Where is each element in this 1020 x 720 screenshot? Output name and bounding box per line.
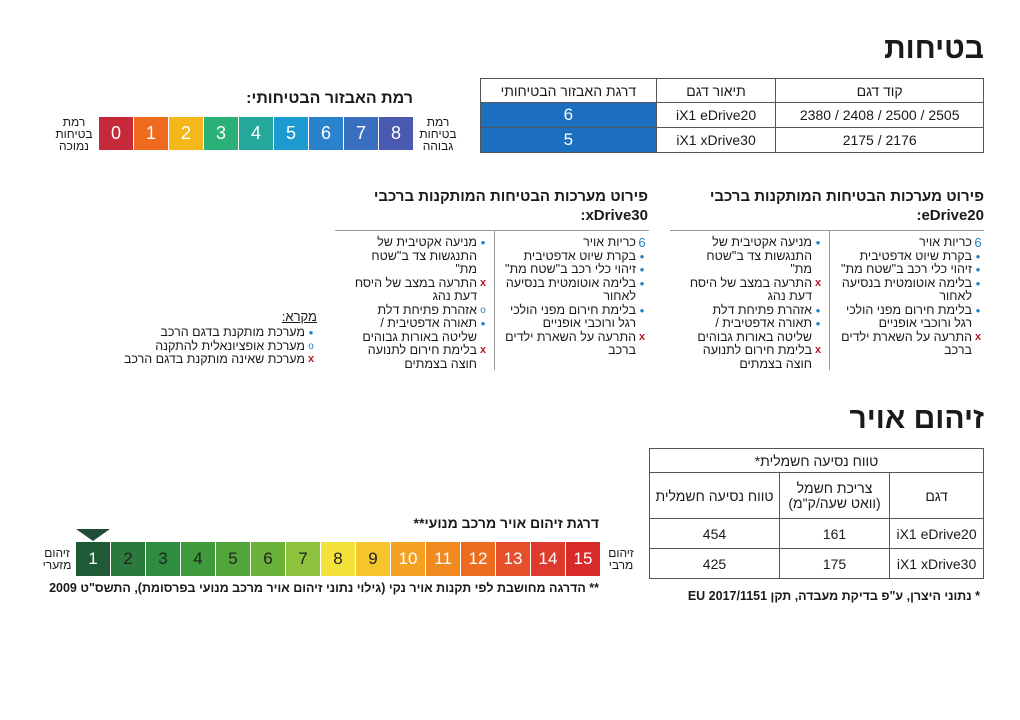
systems-edrive-right-column	[839, 236, 984, 358]
system-label: בלימה אוטומטית בנסיעה לאחור	[841, 275, 972, 303]
system-label: תאורה אדפטיבית / שליטה באורות גבוהים	[362, 316, 477, 344]
model-code-cell: 2380 / 2408 / 2500 / 2505	[776, 103, 984, 128]
pollution-scale-title: דרגת זיהום אויר מרכב מנועי**	[413, 515, 599, 531]
list-item	[684, 277, 824, 304]
list-item	[349, 236, 489, 277]
x-mark-icon: x	[479, 344, 487, 356]
legend-label: מערכת אופציונאלית להתקנה	[155, 338, 305, 353]
system-label: מניעה אקטיבית של התנגשות צד ב"שטח מת"	[371, 235, 477, 276]
pollution-title: זיהום אויר	[849, 402, 984, 435]
dot-mark-icon: •	[480, 316, 486, 331]
pollution-scale-level-12: 12	[461, 542, 496, 576]
safety-scale-level-1: 1	[134, 117, 169, 150]
list-item	[503, 331, 648, 358]
list-item	[684, 344, 824, 371]
pollution-scale-level-7: 7	[286, 542, 321, 576]
system-label: התרעה במצב של היסח דעת נהג	[689, 275, 812, 303]
dot-mark-icon: •	[639, 302, 645, 318]
list-item	[684, 317, 824, 344]
range-header: טווח נסיעה חשמלית*	[650, 449, 984, 473]
safety-scale-level-5: 5	[274, 117, 309, 150]
pollution-scale-note: ** הדרגה מחושבת לפי תקנות אויר נקי (גילוי נתוני זיהום אויר מרכב מנועי בפרסומת), התשס"ט 2009	[49, 581, 599, 595]
system-label: זיהוי כלי רכב ב"שטח מת"	[505, 262, 636, 276]
list-item	[839, 277, 984, 304]
airbag-count: 6	[974, 235, 982, 250]
safety-scale-level-3: 3	[204, 117, 239, 150]
consumption-cell: 161	[779, 519, 889, 549]
list-item	[839, 250, 984, 264]
safety-scale-low-label: רמת בטיחות נמוכה	[55, 115, 93, 153]
list-item	[839, 236, 984, 250]
dot-mark-icon: •	[480, 235, 486, 250]
system-label: התרעה על השארת ילדים ברכב	[841, 329, 972, 357]
pollution-scale	[76, 542, 601, 576]
model-desc-cell: iX1 xDrive30	[656, 128, 776, 153]
pollution-scale-level-13: 13	[496, 542, 531, 576]
legend-item	[117, 353, 317, 367]
header-consumption: צריכת חשמל (וואט שעה/ק"מ)	[779, 473, 889, 519]
list-item	[503, 236, 648, 250]
list-item	[503, 277, 648, 304]
consumption-cell: 175	[779, 549, 889, 579]
selected-level-marker	[76, 529, 110, 541]
table-row	[481, 103, 984, 128]
list-item	[349, 277, 489, 304]
safety-scale-high-label: רמת בטיחות גבוהה	[419, 115, 457, 153]
safety-table	[480, 78, 984, 153]
safety-scale-level-4: 4	[239, 117, 274, 150]
x-mark-icon: x	[974, 330, 982, 343]
system-label: זיהוי כלי רכב ב"שטח מת"	[841, 262, 972, 276]
table-row	[650, 549, 984, 579]
legend-item	[117, 326, 317, 340]
systems-edrive-title: פירוט מערכות הבטיחות המותקנות ברכבי eDrive20:	[709, 188, 984, 224]
pollution-scale-level-1: 1	[76, 542, 111, 576]
x-mark-icon: x	[307, 353, 315, 365]
pollution-scale-level-15: 15	[566, 542, 601, 576]
systems-xdrive-left-column	[349, 236, 489, 371]
dot-mark-icon: •	[639, 275, 645, 291]
model-cell: iX1 eDrive20	[890, 519, 984, 549]
pollution-scale-level-9: 9	[356, 542, 391, 576]
system-label: בקרת שיוט אדפטיבית	[523, 248, 636, 263]
pollution-scale-level-3: 3	[146, 542, 181, 576]
legend	[117, 309, 317, 367]
dot-mark-icon: •	[815, 302, 821, 318]
systems-edrive-left-column	[684, 236, 824, 371]
ring-mark-icon: o	[308, 340, 314, 352]
safety-scale-level-0: 0	[99, 117, 134, 150]
ring-mark-icon: o	[480, 304, 486, 316]
system-label: מניעה אקטיבית של התנגשות צד ב"שטח מת"	[706, 235, 812, 276]
header-model-desc: תיאור דגם	[656, 79, 776, 103]
header-model-code: קוד דגם	[776, 79, 984, 103]
pollution-scale-level-14: 14	[531, 542, 566, 576]
legend-label: מערכת שאינה מותקנת בדגם הרכב	[123, 352, 305, 366]
system-label: בלימת חירום לתנועה חוצה בצמתים	[367, 343, 477, 371]
list-item	[349, 304, 489, 318]
dot-mark-icon: •	[975, 302, 981, 318]
x-mark-icon: x	[814, 276, 822, 289]
systems-xdrive-title: פירוט מערכות הבטיחות המותקנות ברכבי xDrive30:	[373, 188, 648, 224]
dot-mark-icon: •	[639, 262, 645, 277]
safety-level-cell: 6	[481, 103, 657, 128]
list-item	[503, 263, 648, 277]
pollution-scale-level-8: 8	[321, 542, 356, 576]
header-model: דגם	[890, 473, 984, 519]
system-label: כריות אויר	[919, 235, 972, 249]
safety-title: בטיחות	[884, 32, 984, 65]
divider	[670, 230, 984, 231]
dot-mark-icon: •	[639, 248, 645, 264]
legend-title: מקרא:	[281, 309, 317, 324]
x-mark-icon: x	[638, 330, 646, 343]
safety-scale-level-7: 7	[344, 117, 379, 150]
legend-label: מערכת מותקנת בדגם הרכב	[160, 325, 305, 339]
system-label: אזהרת פתיחת דלת	[712, 302, 812, 317]
safety-level-cell: 5	[481, 128, 657, 153]
pollution-scale-level-4: 4	[181, 542, 216, 576]
legend-item	[117, 340, 317, 354]
model-code-cell: 2175 / 2176	[776, 128, 984, 153]
pollution-table	[649, 448, 984, 579]
system-label: כריות אויר	[583, 235, 636, 249]
model-cell: iX1 xDrive30	[890, 549, 984, 579]
pollution-scale-level-6: 6	[251, 542, 286, 576]
range-cell: 425	[650, 549, 780, 579]
list-item	[503, 250, 648, 264]
system-label: בלימת חירום מפני הולכי רגל ורוכבי אופניים	[509, 302, 636, 330]
pollution-scale-level-11: 11	[426, 542, 461, 576]
safety-scale	[99, 117, 414, 150]
system-label: התרעה במצב של היסח דעת נהג	[354, 275, 477, 303]
table-row	[481, 128, 984, 153]
divider	[494, 230, 495, 370]
pollution-scale-level-10: 10	[391, 542, 426, 576]
system-label: התרעה על השארת ילדים ברכב	[505, 329, 636, 357]
divider	[335, 230, 649, 231]
dot-mark-icon: •	[975, 275, 981, 291]
list-item	[503, 304, 648, 331]
header-safety-level: דרגת האבזור הבטיחותי	[481, 79, 657, 103]
model-desc-cell: iX1 eDrive20	[656, 103, 776, 128]
safety-scale-level-8: 8	[379, 117, 414, 150]
dot-mark-icon: •	[975, 248, 981, 264]
pollution-scale-level-5: 5	[216, 542, 251, 576]
x-mark-icon: x	[814, 344, 822, 356]
list-item	[839, 331, 984, 358]
list-item	[839, 263, 984, 277]
x-mark-icon: x	[479, 276, 487, 289]
safety-scale-title: רמת האבזור הבטיחותי:	[246, 90, 413, 107]
system-label: בלימה אוטומטית בנסיעה לאחור	[505, 275, 636, 303]
header-range: טווח נסיעה חשמלית	[650, 473, 780, 519]
divider	[829, 230, 830, 370]
list-item	[839, 304, 984, 331]
pollution-footnote: * נתוני היצרן, ע"פ בדיקת מעבדה, תקן EU 2017/1151	[687, 589, 980, 603]
safety-scale-level-6: 6	[309, 117, 344, 150]
system-label: בלימת חירום מפני הולכי רגל ורוכבי אופניים	[845, 302, 972, 330]
list-item	[684, 304, 824, 318]
list-item	[349, 317, 489, 344]
list-item	[349, 344, 489, 371]
table-row	[650, 519, 984, 549]
system-label: בלימת חירום לתנועה חוצה בצמתים	[702, 343, 812, 371]
systems-xdrive-right-column	[503, 236, 648, 358]
system-label: בקרת שיוט אדפטיבית	[859, 248, 972, 263]
list-item	[684, 236, 824, 277]
system-label: תאורה אדפטיבית / שליטה באורות גבוהים	[697, 316, 812, 344]
dot-mark-icon: •	[815, 235, 821, 250]
dot-mark-icon: •	[308, 325, 314, 340]
dot-mark-icon: •	[975, 262, 981, 277]
dot-mark-icon: •	[815, 316, 821, 331]
pollution-scale-high-label: זיהום מרבי	[608, 546, 634, 572]
safety-scale-level-2: 2	[169, 117, 204, 150]
system-label: אזהרת פתיחת דלת	[377, 302, 477, 317]
range-cell: 454	[650, 519, 780, 549]
pollution-scale-low-label: זיהום מזערי	[42, 546, 72, 572]
pollution-scale-level-2: 2	[111, 542, 146, 576]
airbag-count: 6	[638, 235, 646, 250]
